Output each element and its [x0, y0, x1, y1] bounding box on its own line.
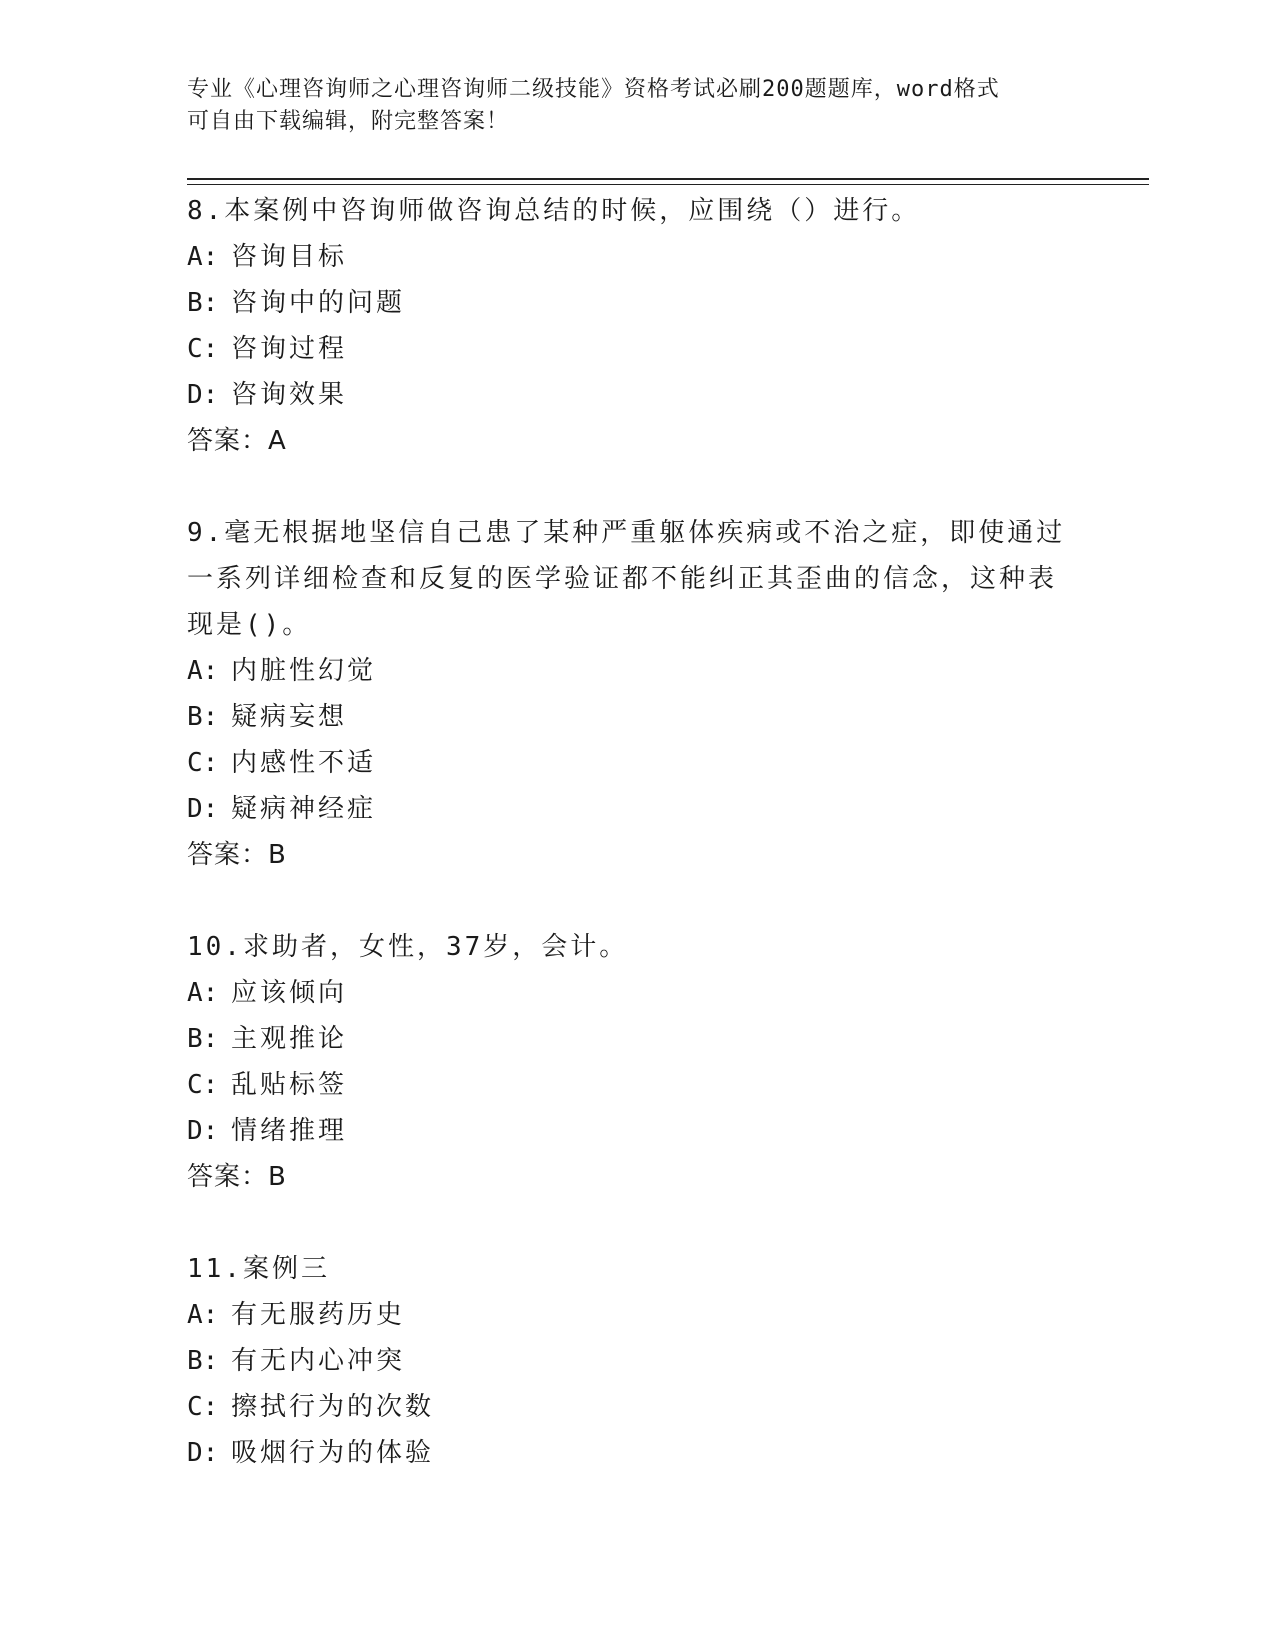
option-text: 主观推论 [231, 1024, 348, 1054]
option-d [187, 1430, 1067, 1476]
option-b [187, 694, 1067, 740]
option-text: 情绪推理 [231, 1116, 348, 1146]
option-letter: D: [187, 794, 219, 824]
option-c [187, 1062, 1067, 1108]
option-a [187, 648, 1067, 694]
question-item [187, 924, 1067, 1200]
answer-line: 答案：B [187, 840, 287, 870]
option-letter: C: [187, 1392, 219, 1422]
option-letter: D: [187, 380, 219, 410]
option-d [187, 786, 1067, 832]
spacer [187, 878, 1067, 924]
option-b [187, 280, 1067, 326]
option-c [187, 740, 1067, 786]
answer-line: 答案：A [187, 426, 287, 456]
question-stem: 11.案例三 [187, 1254, 330, 1284]
option-text: 乱贴标签 [231, 1070, 348, 1100]
question-stem: 10.求助者，女性，37岁，会计。 [187, 932, 629, 962]
option-a [187, 234, 1067, 280]
option-text: 疑病妄想 [231, 702, 348, 732]
header-divider-thick [187, 178, 1149, 180]
option-text: 应该倾向 [231, 978, 348, 1008]
option-text: 咨询中的问题 [231, 288, 406, 318]
option-letter: A: [187, 978, 219, 1008]
option-text: 咨询目标 [231, 242, 348, 272]
option-b [187, 1338, 1067, 1384]
option-text: 有无内心冲突 [231, 1346, 406, 1376]
option-letter: A: [187, 1300, 219, 1330]
question-list [187, 188, 1067, 1476]
header-divider-thin [187, 184, 1149, 185]
option-letter: B: [187, 1346, 219, 1376]
option-a [187, 970, 1067, 1016]
option-letter: C: [187, 334, 219, 364]
option-d [187, 372, 1067, 418]
option-letter: B: [187, 702, 219, 732]
document-header [187, 74, 1087, 138]
option-c [187, 326, 1067, 372]
question-item [187, 188, 1067, 464]
option-letter: A: [187, 242, 219, 272]
option-letter: C: [187, 1070, 219, 1100]
option-letter: D: [187, 1116, 219, 1146]
option-letter: C: [187, 748, 219, 778]
spacer [187, 464, 1067, 510]
option-text: 咨询过程 [231, 334, 348, 364]
answer-line: 答案：B [187, 1162, 287, 1192]
question-item [187, 510, 1067, 878]
option-text: 内脏性幻觉 [231, 656, 377, 686]
option-letter: B: [187, 288, 219, 318]
option-text: 疑病神经症 [231, 794, 377, 824]
option-text: 吸烟行为的体验 [231, 1438, 435, 1468]
option-text: 有无服药历史 [231, 1300, 406, 1330]
option-c [187, 1384, 1067, 1430]
option-b [187, 1016, 1067, 1062]
question-stem: 9.毫无根据地坚信自己患了某种严重躯体疾病或不治之症，即使通过一系列详细检查和反复的医学验证都不能纠正其歪曲的信念，这种表现是()。 [187, 518, 1066, 640]
option-letter: B: [187, 1024, 219, 1054]
option-text: 擦拭行为的次数 [231, 1392, 435, 1422]
option-text: 内感性不适 [231, 748, 377, 778]
header-line-1: 专业《心理咨询师之心理咨询师二级技能》资格考试必刷200题题库，word格式 [187, 77, 1000, 102]
question-item [187, 1246, 1067, 1476]
question-stem: 8.本案例中咨询师做咨询总结的时候，应围绕（）进行。 [187, 196, 921, 226]
spacer [187, 1200, 1067, 1246]
header-line-2: 可自由下载编辑，附完整答案！ [187, 109, 510, 134]
option-text: 咨询效果 [231, 380, 348, 410]
option-letter: D: [187, 1438, 219, 1468]
option-a [187, 1292, 1067, 1338]
option-letter: A: [187, 656, 219, 686]
option-d [187, 1108, 1067, 1154]
